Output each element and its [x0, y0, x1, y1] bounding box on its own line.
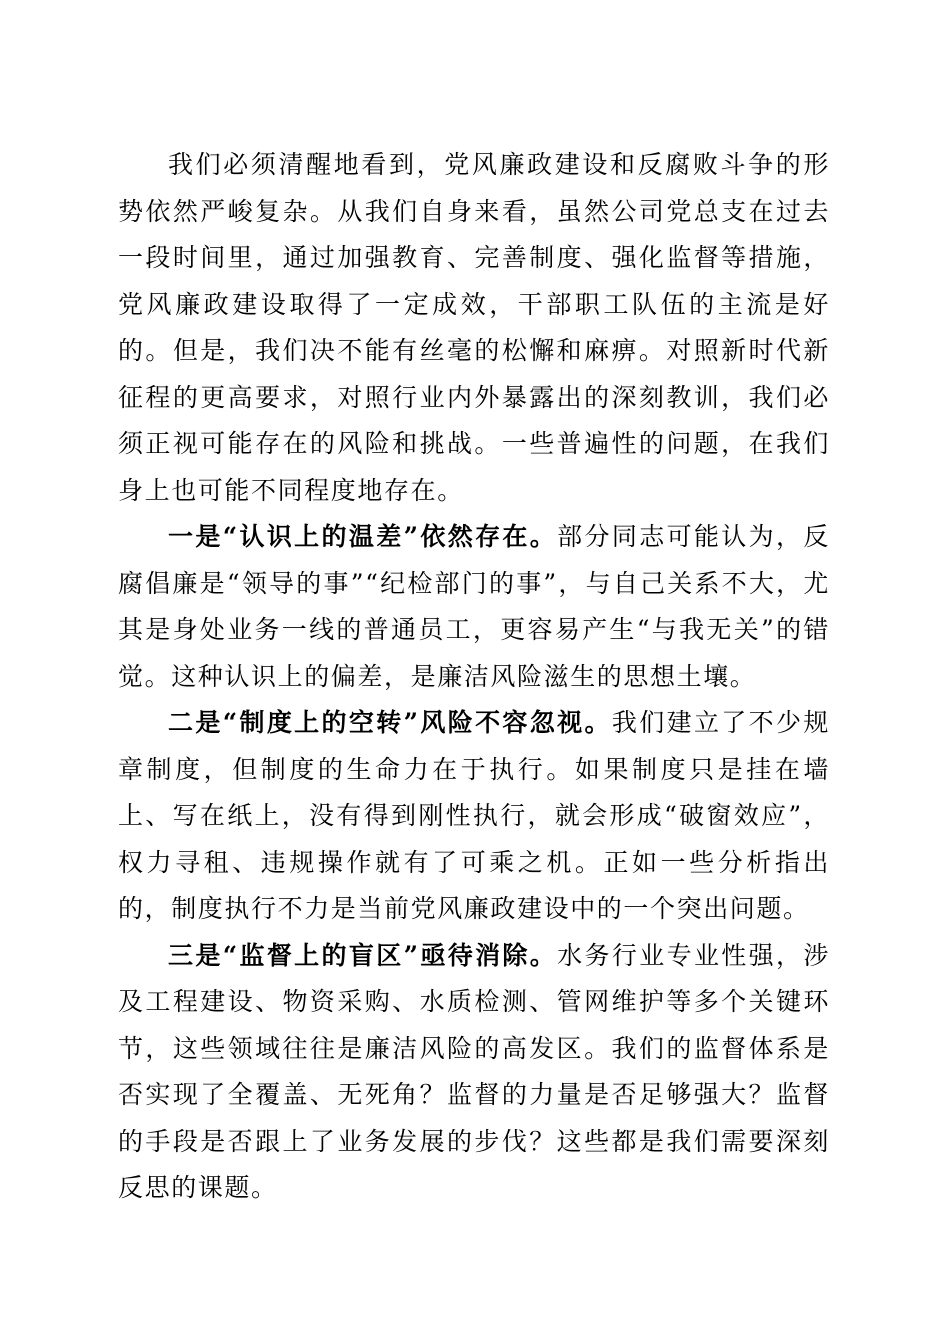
- point-one-text: 部分同志可能认为，反腐倡廉是“领导的事”“纪检部门的事”，与自己关系不大，尤其是身处业务一线的普通员工，更容易产生“与我无关”的错觉。这种认识上的偏差，是廉洁风险滋生的思想土壤。: [118, 522, 830, 691]
- point-three-text: 水务行业专业性强，涉及工程建设、物资采购、水质检测、管网维护等多个关键环节，这些领域往往是廉洁风险的高发区。我们的监督体系是否实现了全覆盖、无死角？监督的力量是否足够强大？监督的手段是否跟上了业务发展的步伐？这些都是我们需要深刻反思的课题。: [118, 940, 830, 1202]
- point-two-text: 我们建立了不少规章制度，但制度的生命力在于执行。如果制度只是挂在墙上、写在纸上，没有得到刚性执行，就会形成“破窗效应”，权力寻租、违规操作就有了可乘之机。正如一些分析指出的，制度执行不力是当前党风廉政建设中的一个突出问题。: [118, 708, 830, 923]
- paragraph-point-one: [118, 514, 830, 700]
- document-body: [118, 142, 830, 1212]
- point-one-heading: 一是“认识上的温差”依然存在。: [168, 522, 558, 551]
- point-three-heading: 三是“监督上的盲区”亟待消除。: [168, 940, 558, 970]
- paragraph-point-three: [118, 933, 830, 1212]
- point-two-heading: 二是“制度上的空转”风险不容忽视。: [168, 708, 612, 737]
- paragraph-situation: [118, 142, 830, 514]
- paragraph-point-two: [118, 700, 830, 933]
- paragraph-situation-text: 我们必须清醒地看到，党风廉政建设和反腐败斗争的形势依然严峻复杂。从我们自身来看，虽然公司党总支在过去一段时间里，通过加强教育、完善制度、强化监督等措施，党风廉政建设取得了一定成效，干部职工队伍的主流是好的。但是，我们决不能有丝毫的松懈和麻痹。对照新时代新征程的更高要求，对照行业内外暴露出的深刻教训，我们必须正视可能存在的风险和挑战。一些普遍性的问题，在我们身上也可能不同程度地存在。: [118, 150, 830, 505]
